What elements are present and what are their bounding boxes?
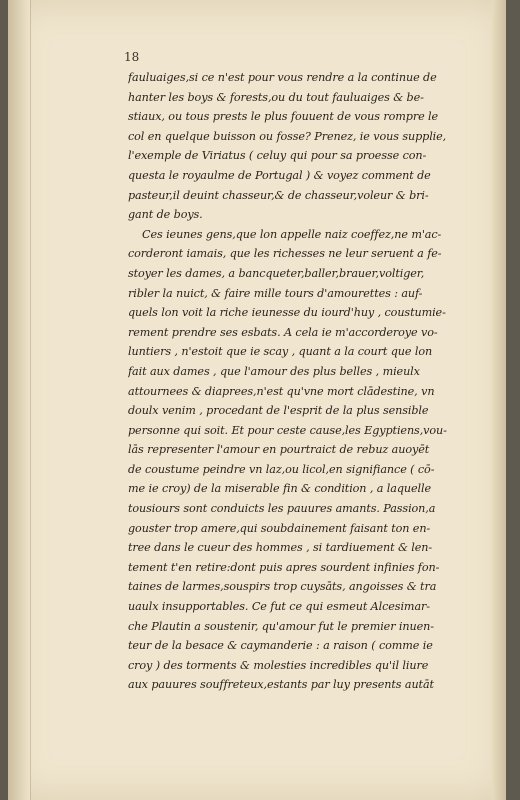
text-line: stoyer les dames, a bancqueter,baller,brauer,voltiger, bbox=[128, 266, 425, 280]
text-line: croy ) des torments & molesties incredibles qu'il liure bbox=[128, 658, 429, 672]
text-line: attournees & diaprees,n'est qu'vne mort clādestine, vn bbox=[128, 384, 435, 398]
text-line: stiaux, ou tous prests le plus fouuent de vous rompre le bbox=[128, 110, 439, 124]
text-line: corderont iamais, que les richesses ne leur seruent a fe- bbox=[128, 247, 442, 261]
binding-gutter bbox=[8, 0, 30, 800]
text-line: gant de boys. bbox=[128, 208, 203, 222]
text-line: ribler la nuict, & faire mille tours d'amourettes : auf- bbox=[128, 286, 423, 300]
text-line: personne qui soit. Et pour ceste cause,les Egyptiens,vou- bbox=[128, 423, 447, 437]
text-line: gouster trop amere,qui soubdainement faisant ton en- bbox=[128, 521, 431, 535]
text-line: tousiours sont conduicts les pauures amants. Passion,a bbox=[128, 502, 436, 516]
text-line: l'exemple de Viriatus ( celuy qui pour sa proesse con- bbox=[128, 149, 427, 163]
paragraph-start-line: Ces ieunes gens,que lon appelle naiz coeffez,ne m'ac- bbox=[142, 227, 442, 241]
text-line: pasteur,il deuint chasseur,& de chasseur,voleur & bri- bbox=[128, 188, 429, 202]
text-line: doulx venim , procedant de l'esprit de la plus sensible bbox=[128, 404, 429, 418]
text-line: lās representer l'amour en pourtraict de rebuz auoyēt bbox=[128, 443, 430, 457]
text-line: teur de la besace & caymanderie : a raison ( comme ie bbox=[128, 639, 433, 653]
text-line: hanter les boys & forests,ou du tout fauluaiges & be- bbox=[128, 90, 424, 104]
text-line: fait aux dames , que l'amour des plus belles , mieulx bbox=[128, 364, 420, 378]
text-line: tement t'en retire:dont puis apres sourdent infinies fon- bbox=[128, 560, 440, 574]
text-line: me ie croy) de la miserable fin & condition , a laquelle bbox=[128, 482, 432, 496]
text-line: quels lon voit la riche ieunesse du iourd'huy , coustumie- bbox=[128, 306, 446, 320]
text-line: luntiers , n'estoit que ie scay , quant a la court que lon bbox=[128, 345, 433, 359]
body-text bbox=[128, 68, 468, 695]
text-line: de coustume peindre vn laz,ou licol,en signifiance ( cō- bbox=[128, 462, 435, 476]
text-line: fauluaiges,si ce n'est pour vous rendre a la continue de bbox=[128, 71, 437, 84]
text-line: rement prendre ses esbats. A cela ie m'accorderoye vo- bbox=[128, 325, 438, 339]
page-edge bbox=[492, 0, 506, 800]
text-line: questa le royaulme de Portugal ) & voyez comment de bbox=[128, 168, 431, 182]
text-line: tree dans le cueur des hommes , si tardiuement & len- bbox=[128, 541, 433, 555]
page-fold bbox=[30, 0, 31, 800]
text-line: col en quelque buisson ou fosse? Prenez, ie vous supplie, bbox=[128, 129, 447, 143]
text-line: aux pauures souffreteux,estants par luy presents autāt bbox=[128, 678, 434, 692]
page-number: 18 bbox=[124, 50, 140, 64]
text-line: taines de larmes,souspirs trop cuysāts, angoisses & tra bbox=[128, 580, 437, 594]
text-line: che Plautin a soustenir, qu'amour fut le premier inuen- bbox=[128, 619, 434, 633]
text-line: uaulx insupportables. Ce fut ce qui esmeut Alcesimar- bbox=[128, 600, 430, 614]
